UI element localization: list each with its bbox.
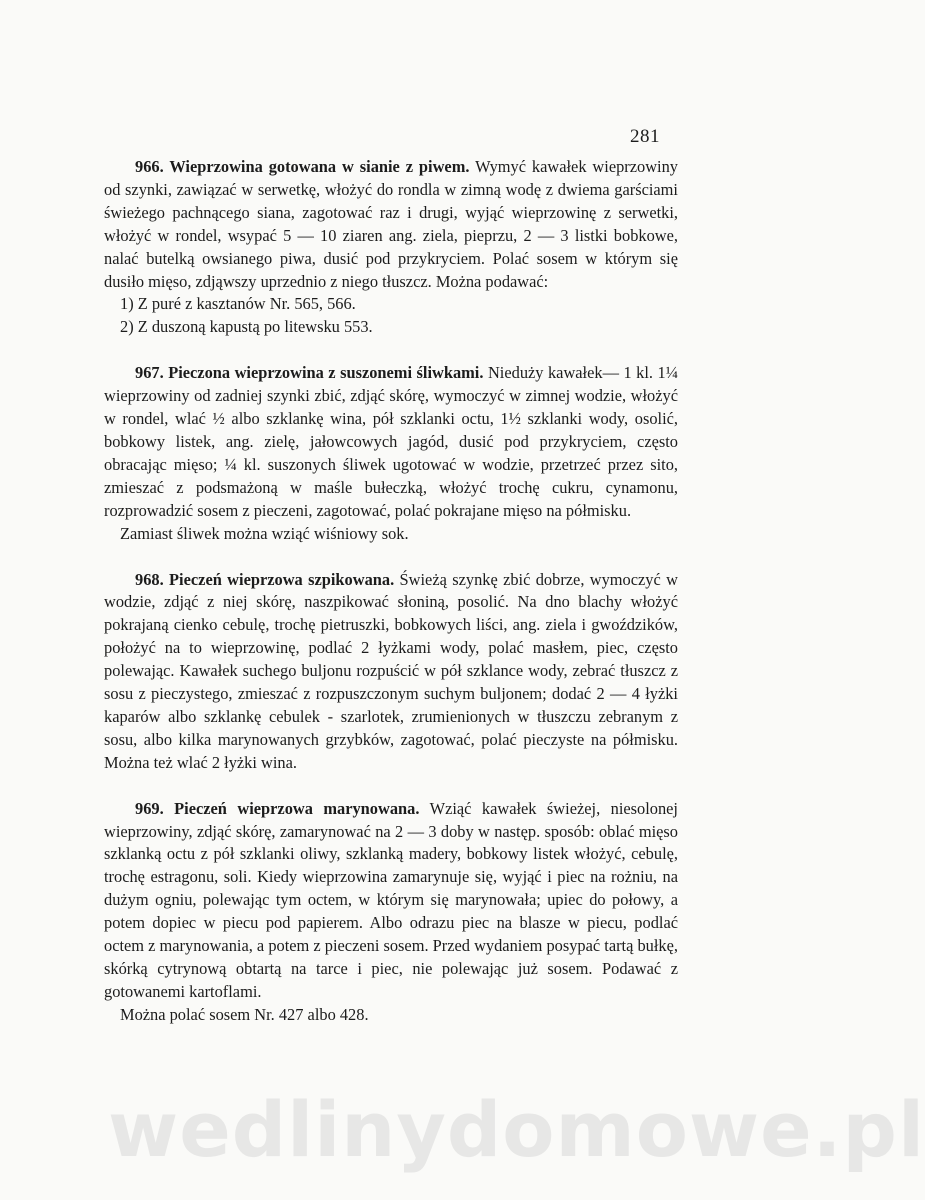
recipe-text: Wziąć kawałek świeżej, niesolonej wieprzowiny, zdjąć skórę, zamarynować na 2 — 3 doby w następ. sposób: oblać mięso szklanką octu z pół szklanki oliwy, szklanką madery, bobkowy listek włożyć, cebulę, trochę estragonu, soli. Kiedy wieprzowina zamarynuje się, wyjąć i piec na rożniu, na dużym ogniu, polewając tym octem, w którym się marynowała; upiec do połowy, a potem dopiec w piecu pod papierem. Albo odrazu piec na blasze w piecu, podlać octem z marynowania, a potem z pieczeni sosem. Przed wydaniem posypać tartą bułkę, skórką cytrynową obtartą na tarce i piec, nie polewając już sosem. Podawać z gotowanemi kartoflami. [104,798,678,1001]
serving-option: 1) Z puré z kasztanów Nr. 565, 566. [120,294,356,314]
recipe-number: 966. [135,157,164,176]
recipe-paragraph [104,156,678,293]
page-number: 281 [630,126,660,147]
recipe-list [104,156,678,1050]
recipe-paragraph [104,798,678,1004]
recipe-paragraph [104,569,678,775]
recipe-title [135,157,469,176]
recipe-966 [104,156,678,339]
recipe-967 [104,362,678,545]
recipe-title-text: Pieczeń wieprzowa marynowana. [174,798,420,818]
recipe-note: Zamiast śliwek można wziąć wiśniowy sok. [120,523,409,543]
recipe-text: Świeżą szynkę zbić dobrze, wymoczyć w wodzie, zdjąć z niej skórę, naszpikować słoniną, posolić. Na dno blachy włożyć pokrajaną cienko cebulę, trochę pietruszki, bobkowych liści, ang. ziela i gwoździków, położyć na to wieprzowinę, podlać 2 łyżkami wody, polać masłem, piec, często polewając. Kawałek suchego buljonu rozpuścić w pół szklance wody, zebrać tłuszcz z sosu z pieczystego, zmieszać z rozpuszczonym suchym buljonem; dodać 2 — 4 łyżki kaparów albo szklankę cebulek - szarlotek, zrumienionych w tłuszczu zebranym z sosu, albo kilka marynowanych grzybków, zagotować, polać pieczyste na półmisku. Można też wlać 2 łyżki wina. [104,569,678,772]
recipe-title-text: Pieczona wieprzowina z suszonemi śliwkami. [168,363,484,383]
watermark: wedlinydomowe.pl [108,1085,925,1174]
recipe-paragraph [104,362,678,522]
recipe-969 [104,798,678,1027]
recipe-title [135,570,394,589]
recipe-text: Wymyć kawałek wieprzowiny od szynki, zawiązać w serwetkę, włożyć do rondla w zimną wodę z dwiema garściami świeżego pachnącego siana, zagotować raz i drugi, wyjąć wieprzowinę z serwetki, włożyć w rondel, wsypać 5 — 10 ziaren ang. ziela, pieprzu, 2 — 3 listki bobkowe, nalać butelką owsianego piwa, dusić pod przykryciem. Polać sosem w którym się dusiło mięso, zdjąwszy uprzednio z niego tłuszcz. Można podawać: [104,157,678,291]
recipe-title [135,363,483,382]
serving-option: 2) Z duszoną kapustą po litewsku 553. [120,317,373,337]
recipe-title-text: Wieprzowina gotowana w sianie z piwem. [169,157,470,176]
recipe-text: Nieduży kawałek— 1 kl. 1¼ wieprzowiny od zadniej szynki zbić, zdjąć skórę, wymoczyć w zimnej wodzie, włożyć w rondel, wlać ½ albo szklankę wina, pół szklanki octu, 1½ szklanki wody, osolić, bobkowy listek, ang. zielę, jałowcowych jagód, dusić pod przykryciem, często obracając mięso; ¼ kl. suszonych śliwek ugotować w wodzie, przetrzeć przez sito, zmieszać z podsmażoną w maśle bułeczką, włożyć trochę cukru, cynamonu, rozprowadzić sosem z pieczeni, zagotować, polać pokrajane mięso na półmisku. [104,363,678,520]
recipe-968 [104,569,678,775]
recipe-title [135,799,419,818]
recipe-note: Można polać sosem Nr. 427 albo 428. [120,1004,369,1024]
recipe-number: 968. [135,569,164,589]
recipe-number: 967. [135,363,164,383]
recipe-title-text: Pieczeń wieprzowa szpikowana. [169,569,395,589]
recipe-number: 969. [135,798,164,818]
